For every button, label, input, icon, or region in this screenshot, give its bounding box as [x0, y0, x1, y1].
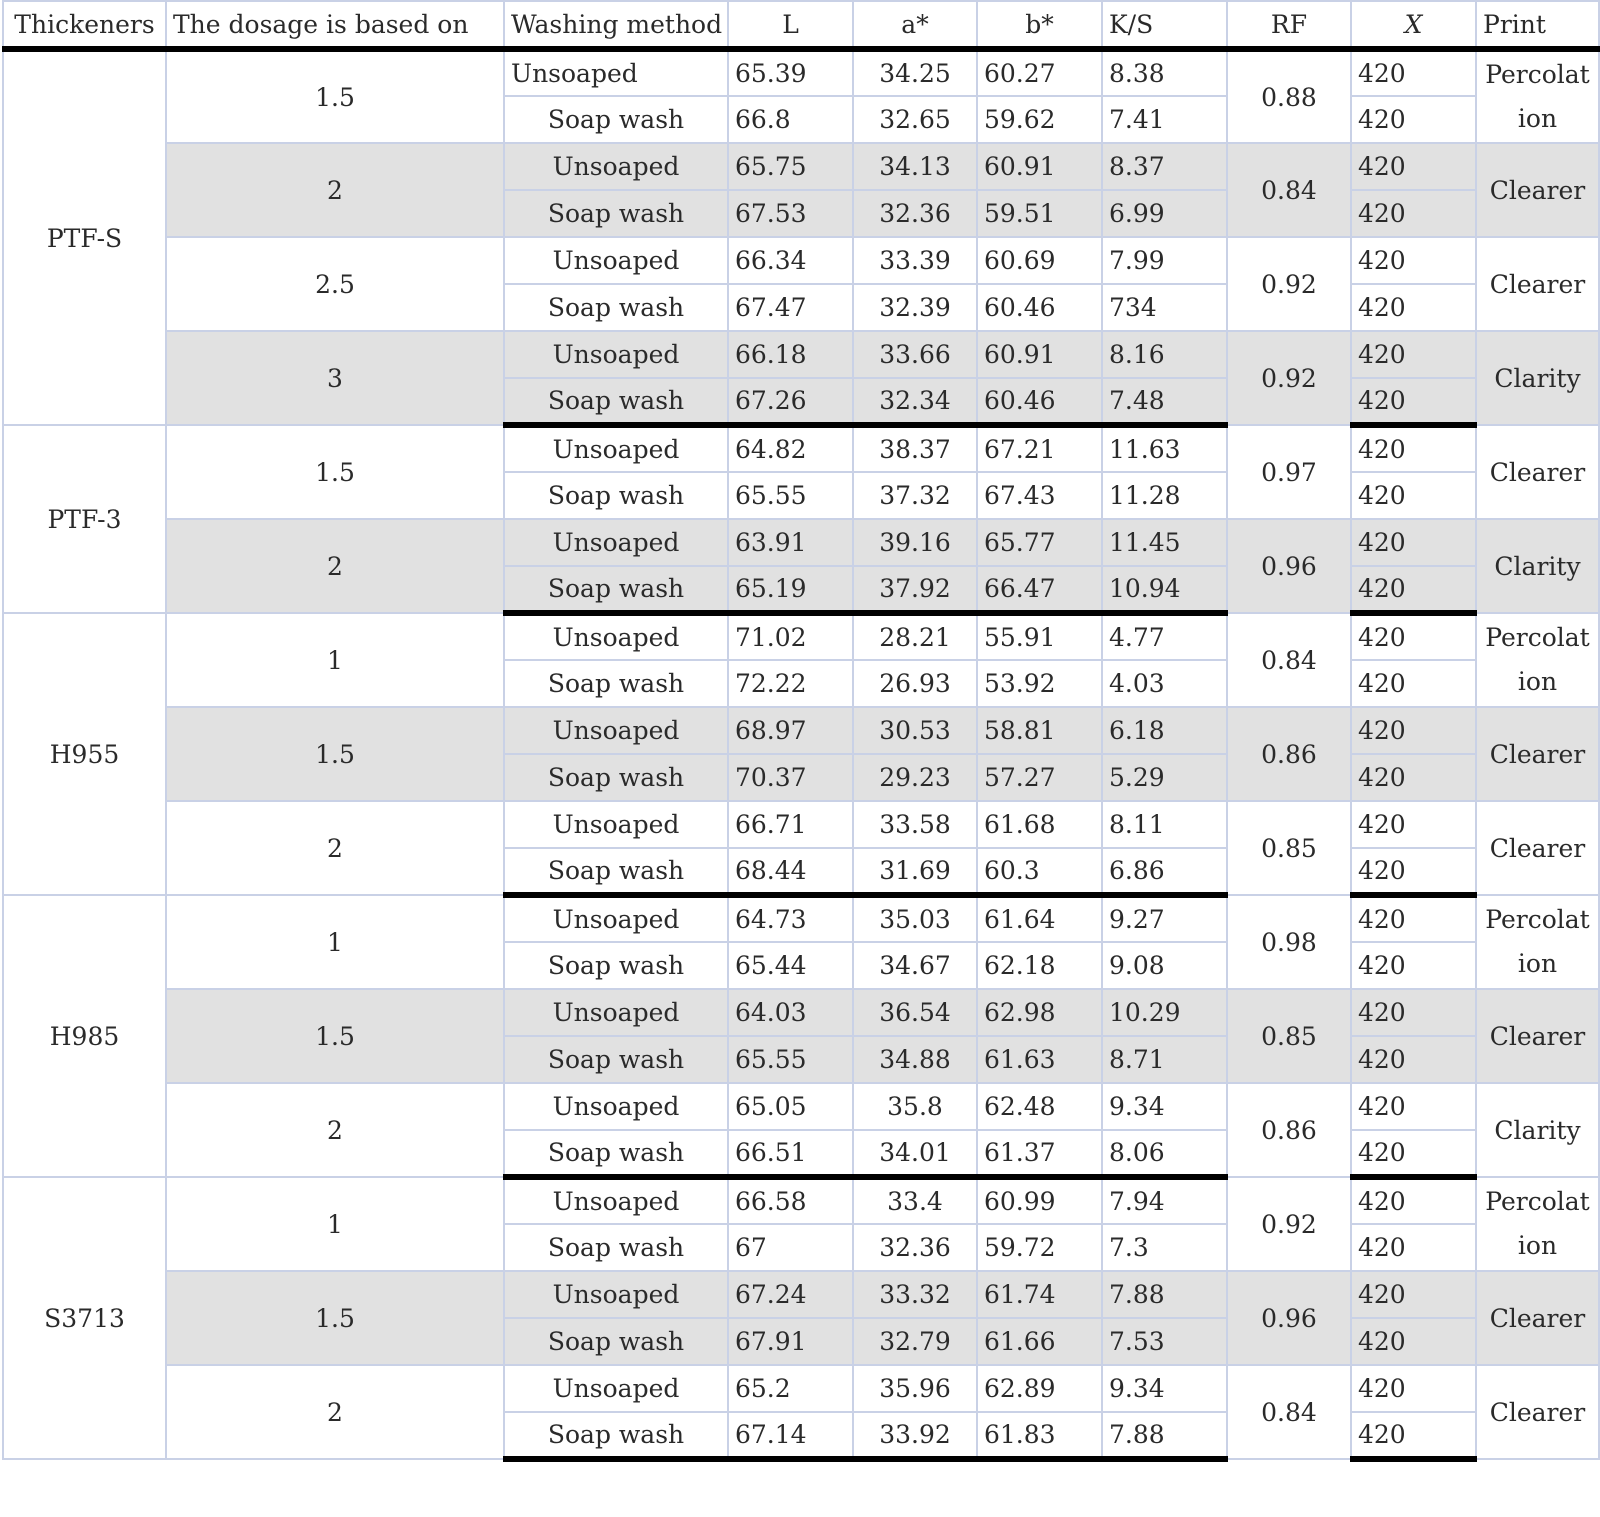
l-value-cell: 67.26: [728, 378, 853, 425]
b-star-value-cell: 61.64: [977, 895, 1102, 942]
l-value-cell: 70.37: [728, 754, 853, 801]
rf-value-cell: 0.85: [1227, 989, 1351, 1083]
a-star-value-cell: 35.8: [853, 1083, 977, 1130]
dosage-cell: 1.5: [166, 49, 504, 143]
x-value-cell: 420: [1351, 1177, 1476, 1224]
x-value-cell: 420: [1351, 613, 1476, 660]
ks-value-cell: 7.99: [1102, 237, 1227, 284]
a-star-value-cell: 33.92: [853, 1412, 977, 1459]
a-star-value-cell: 28.21: [853, 613, 977, 660]
ks-value-cell: 8.06: [1102, 1130, 1227, 1177]
x-value-cell: 420: [1351, 1130, 1476, 1177]
washing-method-cell: Soap wash: [504, 660, 728, 707]
a-star-value-cell: 33.66: [853, 331, 977, 378]
thickener-group: [3, 49, 1599, 425]
a-star-value-cell: 33.4: [853, 1177, 977, 1224]
b-star-value-cell: 55.91: [977, 613, 1102, 660]
washing-method-cell: Unsoaped: [504, 143, 728, 190]
l-value-cell: 66.18: [728, 331, 853, 378]
l-value-cell: 66.58: [728, 1177, 853, 1224]
x-value-cell: 420: [1351, 472, 1476, 519]
a-star-value-cell: 34.88: [853, 1036, 977, 1083]
ks-value-cell: 9.08: [1102, 942, 1227, 989]
dosage-cell: 1: [166, 613, 504, 707]
table-row: [3, 989, 1599, 1036]
a-star-value-cell: 35.03: [853, 895, 977, 942]
ks-value-cell: 7.48: [1102, 378, 1227, 425]
header-row: [3, 1, 1599, 49]
l-value-cell: 65.55: [728, 1036, 853, 1083]
dosage-cell: 1.5: [166, 989, 504, 1083]
x-value-cell: 420: [1351, 49, 1476, 96]
ks-value-cell: 8.71: [1102, 1036, 1227, 1083]
a-star-value-cell: 32.65: [853, 96, 977, 143]
ks-value-cell: 8.11: [1102, 801, 1227, 848]
a-star-value-cell: 32.79: [853, 1318, 977, 1365]
dosage-cell: 1: [166, 1177, 504, 1271]
a-star-value-cell: 33.39: [853, 237, 977, 284]
a-star-value-cell: 30.53: [853, 707, 977, 754]
washing-method-cell: Unsoaped: [504, 1365, 728, 1412]
b-star-value-cell: 62.48: [977, 1083, 1102, 1130]
dosage-cell: 2: [166, 801, 504, 895]
dosage-cell: 2: [166, 1083, 504, 1177]
a-star-value-cell: 32.36: [853, 1224, 977, 1271]
header-washing-method: Washing method: [504, 1, 728, 49]
thickener-group: [3, 895, 1599, 1177]
washing-method-cell: Soap wash: [504, 378, 728, 425]
x-value-cell: 420: [1351, 801, 1476, 848]
rf-value-cell: 0.92: [1227, 237, 1351, 331]
header-b-star: b*: [977, 1, 1102, 49]
dosage-cell: 1.5: [166, 707, 504, 801]
l-value-cell: 66.51: [728, 1130, 853, 1177]
print-result-cell: Clarity: [1476, 519, 1599, 613]
thickener-cell: PTF-S: [3, 49, 166, 425]
rf-value-cell: 0.84: [1227, 143, 1351, 237]
l-value-cell: 63.91: [728, 519, 853, 566]
b-star-value-cell: 61.74: [977, 1271, 1102, 1318]
header-dosage: The dosage is based on: [166, 1, 504, 49]
rf-value-cell: 0.97: [1227, 425, 1351, 519]
print-result-cell: Clearer: [1476, 1365, 1599, 1459]
x-value-cell: 420: [1351, 1083, 1476, 1130]
ks-value-cell: 5.29: [1102, 754, 1227, 801]
print-result-cell: Clearer: [1476, 1271, 1599, 1365]
b-star-value-cell: 66.47: [977, 566, 1102, 613]
rf-value-cell: 0.86: [1227, 707, 1351, 801]
b-star-value-cell: 60.27: [977, 49, 1102, 96]
a-star-value-cell: 37.32: [853, 472, 977, 519]
washing-method-cell: Unsoaped: [504, 613, 728, 660]
a-star-value-cell: 32.36: [853, 190, 977, 237]
b-star-value-cell: 60.3: [977, 848, 1102, 895]
washing-method-cell: Unsoaped: [504, 801, 728, 848]
rf-value-cell: 0.92: [1227, 331, 1351, 425]
washing-method-cell: Unsoaped: [504, 425, 728, 472]
x-value-cell: 420: [1351, 331, 1476, 378]
l-value-cell: 65.05: [728, 1083, 853, 1130]
dosage-cell: 1.5: [166, 1271, 504, 1365]
b-star-value-cell: 60.46: [977, 284, 1102, 331]
b-star-value-cell: 62.18: [977, 942, 1102, 989]
x-value-cell: 420: [1351, 190, 1476, 237]
l-value-cell: 65.55: [728, 472, 853, 519]
ks-value-cell: 7.3: [1102, 1224, 1227, 1271]
ks-value-cell: 6.99: [1102, 190, 1227, 237]
washing-method-cell: Soap wash: [504, 96, 728, 143]
rf-value-cell: 0.88: [1227, 49, 1351, 143]
a-star-value-cell: 38.37: [853, 425, 977, 472]
l-value-cell: 67.14: [728, 1412, 853, 1459]
washing-method-cell: Unsoaped: [504, 895, 728, 942]
dosage-cell: 1.5: [166, 425, 504, 519]
l-value-cell: 67.47: [728, 284, 853, 331]
b-star-value-cell: 67.21: [977, 425, 1102, 472]
table-row: [3, 331, 1599, 378]
b-star-value-cell: 61.68: [977, 801, 1102, 848]
ks-value-cell: 10.94: [1102, 566, 1227, 613]
table-row: [3, 707, 1599, 754]
print-result-cell: Clearer: [1476, 989, 1599, 1083]
l-value-cell: 67: [728, 1224, 853, 1271]
b-star-value-cell: 60.91: [977, 143, 1102, 190]
ks-value-cell: 6.86: [1102, 848, 1227, 895]
print-result-cell: Percolation: [1476, 613, 1599, 707]
washing-method-cell: Soap wash: [504, 284, 728, 331]
a-star-value-cell: 35.96: [853, 1365, 977, 1412]
x-value-cell: 420: [1351, 237, 1476, 284]
thickener-group: [3, 613, 1599, 895]
x-value-cell: 420: [1351, 1412, 1476, 1459]
washing-method-cell: Soap wash: [504, 1130, 728, 1177]
washing-method-cell: Soap wash: [504, 190, 728, 237]
thickener-cell: PTF-3: [3, 425, 166, 613]
x-value-cell: 420: [1351, 989, 1476, 1036]
washing-method-cell: Unsoaped: [504, 519, 728, 566]
ks-value-cell: 7.94: [1102, 1177, 1227, 1224]
washing-method-cell: Unsoaped: [504, 1177, 728, 1224]
thickener-group: [3, 425, 1599, 613]
rf-value-cell: 0.86: [1227, 1083, 1351, 1177]
rf-value-cell: 0.98: [1227, 895, 1351, 989]
l-value-cell: 65.39: [728, 49, 853, 96]
a-star-value-cell: 34.01: [853, 1130, 977, 1177]
rf-value-cell: 0.84: [1227, 1365, 1351, 1459]
print-result-cell: Clarity: [1476, 331, 1599, 425]
ks-value-cell: 7.41: [1102, 96, 1227, 143]
x-value-cell: 420: [1351, 1271, 1476, 1318]
rf-value-cell: 0.96: [1227, 1271, 1351, 1365]
b-star-value-cell: 57.27: [977, 754, 1102, 801]
l-value-cell: 71.02: [728, 613, 853, 660]
b-star-value-cell: 61.83: [977, 1412, 1102, 1459]
a-star-value-cell: 33.58: [853, 801, 977, 848]
washing-method-cell: Soap wash: [504, 1412, 728, 1459]
dosage-cell: 1: [166, 895, 504, 989]
ks-value-cell: 11.63: [1102, 425, 1227, 472]
x-value-cell: 420: [1351, 942, 1476, 989]
print-result-cell: Clearer: [1476, 425, 1599, 519]
b-star-value-cell: 61.63: [977, 1036, 1102, 1083]
b-star-value-cell: 61.66: [977, 1318, 1102, 1365]
a-star-value-cell: 31.69: [853, 848, 977, 895]
rf-value-cell: 0.85: [1227, 801, 1351, 895]
a-star-value-cell: 32.34: [853, 378, 977, 425]
ks-value-cell: 10.29: [1102, 989, 1227, 1036]
b-star-value-cell: 60.46: [977, 378, 1102, 425]
a-star-value-cell: 34.25: [853, 49, 977, 96]
table-row: [3, 49, 1599, 96]
ks-value-cell: 7.88: [1102, 1412, 1227, 1459]
thickener-group: [3, 1177, 1599, 1459]
dosage-cell: 2: [166, 519, 504, 613]
table-row: [3, 801, 1599, 848]
b-star-value-cell: 67.43: [977, 472, 1102, 519]
ks-value-cell: 6.18: [1102, 707, 1227, 754]
b-star-value-cell: 60.69: [977, 237, 1102, 284]
table-row: [3, 613, 1599, 660]
l-value-cell: 72.22: [728, 660, 853, 707]
x-value-cell: 420: [1351, 1036, 1476, 1083]
x-value-cell: 420: [1351, 519, 1476, 566]
x-value-cell: 420: [1351, 284, 1476, 331]
print-result-cell: Clearer: [1476, 237, 1599, 331]
x-value-cell: 420: [1351, 754, 1476, 801]
x-value-cell: 420: [1351, 1318, 1476, 1365]
table-row: [3, 519, 1599, 566]
x-value-cell: 420: [1351, 566, 1476, 613]
ks-value-cell: 9.34: [1102, 1083, 1227, 1130]
dosage-cell: 3: [166, 331, 504, 425]
b-star-value-cell: 62.98: [977, 989, 1102, 1036]
a-star-value-cell: 34.13: [853, 143, 977, 190]
b-star-value-cell: 53.92: [977, 660, 1102, 707]
washing-method-cell: Unsoaped: [504, 49, 728, 96]
washing-method-cell: Unsoaped: [504, 331, 728, 378]
a-star-value-cell: 32.39: [853, 284, 977, 331]
print-result-cell: Clearer: [1476, 707, 1599, 801]
table-row: [3, 1177, 1599, 1224]
header-x: X: [1351, 1, 1476, 49]
l-value-cell: 65.2: [728, 1365, 853, 1412]
b-star-value-cell: 59.62: [977, 96, 1102, 143]
l-value-cell: 64.73: [728, 895, 853, 942]
l-value-cell: 66.71: [728, 801, 853, 848]
thickener-cell: H985: [3, 895, 166, 1177]
washing-method-cell: Unsoaped: [504, 237, 728, 284]
thickener-cell: H955: [3, 613, 166, 895]
ks-value-cell: 8.37: [1102, 143, 1227, 190]
a-star-value-cell: 34.67: [853, 942, 977, 989]
table-row: [3, 143, 1599, 190]
b-star-value-cell: 58.81: [977, 707, 1102, 754]
l-value-cell: 67.91: [728, 1318, 853, 1365]
l-value-cell: 64.03: [728, 989, 853, 1036]
washing-method-cell: Soap wash: [504, 472, 728, 519]
ks-value-cell: 11.45: [1102, 519, 1227, 566]
b-star-value-cell: 59.72: [977, 1224, 1102, 1271]
ks-value-cell: 4.03: [1102, 660, 1227, 707]
x-value-cell: 420: [1351, 895, 1476, 942]
washing-method-cell: Soap wash: [504, 848, 728, 895]
l-value-cell: 65.44: [728, 942, 853, 989]
l-value-cell: 65.75: [728, 143, 853, 190]
x-value-cell: 420: [1351, 1365, 1476, 1412]
washing-method-cell: Soap wash: [504, 1036, 728, 1083]
header-l: L: [728, 1, 853, 49]
washing-method-cell: Soap wash: [504, 566, 728, 613]
a-star-value-cell: 39.16: [853, 519, 977, 566]
l-value-cell: 66.8: [728, 96, 853, 143]
results-table: [2, 0, 1600, 1462]
b-star-value-cell: 59.51: [977, 190, 1102, 237]
a-star-value-cell: 26.93: [853, 660, 977, 707]
b-star-value-cell: 60.99: [977, 1177, 1102, 1224]
b-star-value-cell: 65.77: [977, 519, 1102, 566]
b-star-value-cell: 61.37: [977, 1130, 1102, 1177]
header-ks: K/S: [1102, 1, 1227, 49]
print-result-cell: Clearer: [1476, 801, 1599, 895]
ks-value-cell: 7.88: [1102, 1271, 1227, 1318]
b-star-value-cell: 62.89: [977, 1365, 1102, 1412]
rf-value-cell: 0.84: [1227, 613, 1351, 707]
l-value-cell: 65.19: [728, 566, 853, 613]
thickener-cell: S3713: [3, 1177, 166, 1459]
dosage-cell: 2: [166, 1365, 504, 1459]
table-row: [3, 1271, 1599, 1318]
a-star-value-cell: 29.23: [853, 754, 977, 801]
x-value-cell: 420: [1351, 425, 1476, 472]
table-row: [3, 237, 1599, 284]
dosage-cell: 2.5: [166, 237, 504, 331]
a-star-value-cell: 37.92: [853, 566, 977, 613]
x-value-cell: 420: [1351, 848, 1476, 895]
table-row: [3, 1083, 1599, 1130]
x-value-cell: 420: [1351, 1224, 1476, 1271]
washing-method-cell: Unsoaped: [504, 1271, 728, 1318]
table-row: [3, 895, 1599, 942]
l-value-cell: 68.44: [728, 848, 853, 895]
x-value-cell: 420: [1351, 378, 1476, 425]
ks-value-cell: 4.77: [1102, 613, 1227, 660]
washing-method-cell: Unsoaped: [504, 989, 728, 1036]
washing-method-cell: Soap wash: [504, 754, 728, 801]
dosage-cell: 2: [166, 143, 504, 237]
rf-value-cell: 0.92: [1227, 1177, 1351, 1271]
washing-method-cell: Unsoaped: [504, 1083, 728, 1130]
b-star-value-cell: 60.91: [977, 331, 1102, 378]
a-star-value-cell: 36.54: [853, 989, 977, 1036]
l-value-cell: 67.53: [728, 190, 853, 237]
x-value-cell: 420: [1351, 143, 1476, 190]
header-thickeners: Thickeners: [3, 1, 166, 49]
ks-value-cell: 8.16: [1102, 331, 1227, 378]
l-value-cell: 68.97: [728, 707, 853, 754]
l-value-cell: 66.34: [728, 237, 853, 284]
table-row: [3, 425, 1599, 472]
ks-value-cell: 7.53: [1102, 1318, 1227, 1365]
washing-method-cell: Soap wash: [504, 1224, 728, 1271]
ks-value-cell: 734: [1102, 284, 1227, 331]
print-result-cell: Clearer: [1476, 143, 1599, 237]
header-print: Print: [1476, 1, 1599, 49]
x-value-cell: 420: [1351, 707, 1476, 754]
l-value-cell: 64.82: [728, 425, 853, 472]
washing-method-cell: Unsoaped: [504, 707, 728, 754]
washing-method-cell: Soap wash: [504, 942, 728, 989]
print-result-cell: Percolation: [1476, 895, 1599, 989]
table-row: [3, 1365, 1599, 1412]
a-star-value-cell: 33.32: [853, 1271, 977, 1318]
ks-value-cell: 9.27: [1102, 895, 1227, 942]
header-rf: RF: [1227, 1, 1351, 49]
print-result-cell: Percolation: [1476, 1177, 1599, 1271]
ks-value-cell: 9.34: [1102, 1365, 1227, 1412]
x-value-cell: 420: [1351, 660, 1476, 707]
ks-value-cell: 11.28: [1102, 472, 1227, 519]
ks-value-cell: 8.38: [1102, 49, 1227, 96]
x-value-cell: 420: [1351, 96, 1476, 143]
print-result-cell: Percolation: [1476, 49, 1599, 143]
l-value-cell: 67.24: [728, 1271, 853, 1318]
washing-method-cell: Soap wash: [504, 1318, 728, 1365]
rf-value-cell: 0.96: [1227, 519, 1351, 613]
header-a-star: a*: [853, 1, 977, 49]
print-result-cell: Clarity: [1476, 1083, 1599, 1177]
